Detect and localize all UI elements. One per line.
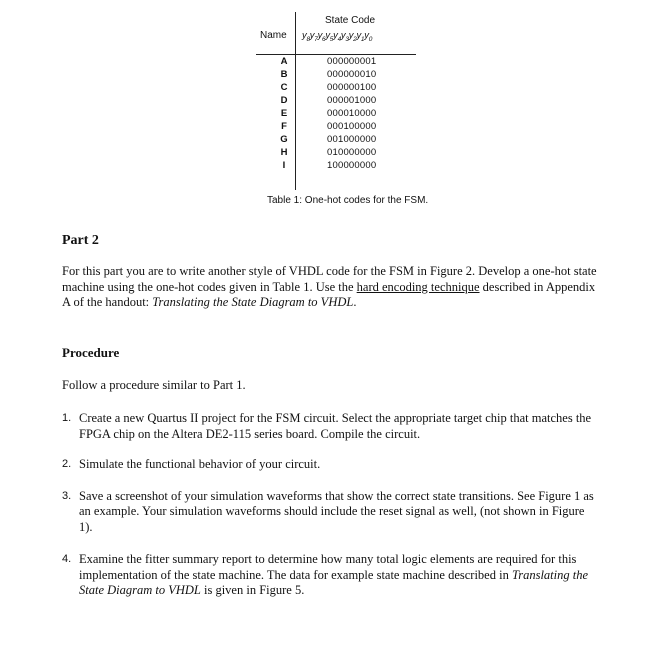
one-hot-codes-table [256,12,416,190]
bit-variable: y [340,30,346,41]
part2-text-3: . [353,295,357,309]
table-header-name: Name [260,30,287,41]
table-row [256,159,416,172]
bit-variable: y [302,30,307,41]
handout-title: Translating the State Diagram to VHDL [79,567,589,597]
state-name: A [280,56,288,67]
state-name: F [281,121,287,132]
procedure-step [62,457,596,473]
state-name: I [282,160,286,171]
state-code: 000001000 [327,95,377,106]
header-bit-label [341,30,349,41]
bit-index: 5 [329,35,334,43]
state-code: 000100000 [327,121,377,132]
bit-variable: y [356,30,361,41]
bit-index: 1 [360,35,365,43]
bit-index: 2 [353,35,357,43]
state-code: 000000010 [327,69,377,80]
table-caption: Table 1: One-hot codes for the FSM. [267,195,429,206]
state-name: D [280,95,288,106]
procedure-step [62,489,596,536]
step-number: 3. [62,489,72,502]
bit-index: 3 [345,35,349,43]
step-text: Simulate the functional behavior of your circuit. [79,457,321,471]
bit-index: 0 [368,35,373,43]
state-code: 001000000 [327,134,377,145]
table-body [256,55,416,172]
bit-variable: y [317,30,323,41]
state-name: C [280,82,288,93]
state-code: 000010000 [327,108,377,119]
state-name: E [280,108,288,119]
state-code: 100000000 [327,160,377,171]
bit-variable: y [364,30,369,41]
state-name: B [280,69,288,80]
table-row [256,133,416,146]
step-text: Create a new Quartus II project for the FSM circuit. Select the appropriate target chip that matches the FPGA chip on the Altera DE2-115 series board. Compile the circuit. [79,411,592,441]
table-row [256,55,416,68]
step-text: Save a screenshot of your simulation waveforms that show the correct state transitions. See Figure 1 as an example. Your simulation waveforms should include the reset signal as well, (not shown in Figure 1). [79,488,594,534]
part2-paragraph [62,264,600,311]
table-row [256,107,416,120]
table-row [256,146,416,159]
step-number: 4. [62,553,72,565]
part2-text-2: described in Appendix A of the handout: [62,279,596,309]
table-header-state-code: State Code [325,15,376,26]
step-text-end: is given in Figure 5. [200,583,305,597]
table-header-bits [302,30,372,43]
bit-index: 7 [314,35,318,43]
part2-heading: Part 2 [62,233,99,248]
state-code: 000000100 [327,82,377,93]
header-bit-label [310,30,318,41]
bit-index: 6 [322,35,326,43]
header-bit-label [333,30,341,41]
step-text: Examine the fitter summary report to determine how many total logic elements are required for this implementation of the state machine. The data for example state machine described in [79,552,577,582]
procedure-step [62,552,596,599]
header-bit-label [364,30,372,41]
bit-variable: y [325,30,330,41]
state-name: G [280,134,288,145]
step-number: 2. [62,458,72,470]
table-row [256,94,416,107]
bit-variable: y [348,30,354,41]
table-row [256,68,416,81]
procedure-heading: Procedure [62,345,120,360]
procedure-step [62,411,596,442]
handout-title: Translating the State Diagram to VHDL [152,295,354,309]
bit-variable: y [333,30,338,41]
header-bit-label [325,30,333,41]
step-number: 1. [62,412,72,424]
bit-variable: y [309,30,315,41]
part2-text-1: For this part you are to write another style of VHDL code for the FSM in Figure 2. Develop a one-hot state machine using the one-hot codes given in Table 1. Use the [62,264,597,294]
procedure-steps [62,411,596,599]
header-bit-label [302,30,310,41]
table-row [256,120,416,133]
state-code: 000000001 [327,56,377,67]
bit-index: 4 [337,35,341,43]
state-name: H [280,147,288,158]
bit-index: 8 [306,35,310,43]
state-code: 010000000 [327,147,377,158]
procedure-intro: Follow a procedure similar to Part 1. [62,378,246,392]
hard-encoding-link: hard encoding technique [356,279,480,294]
table-row [256,81,416,94]
